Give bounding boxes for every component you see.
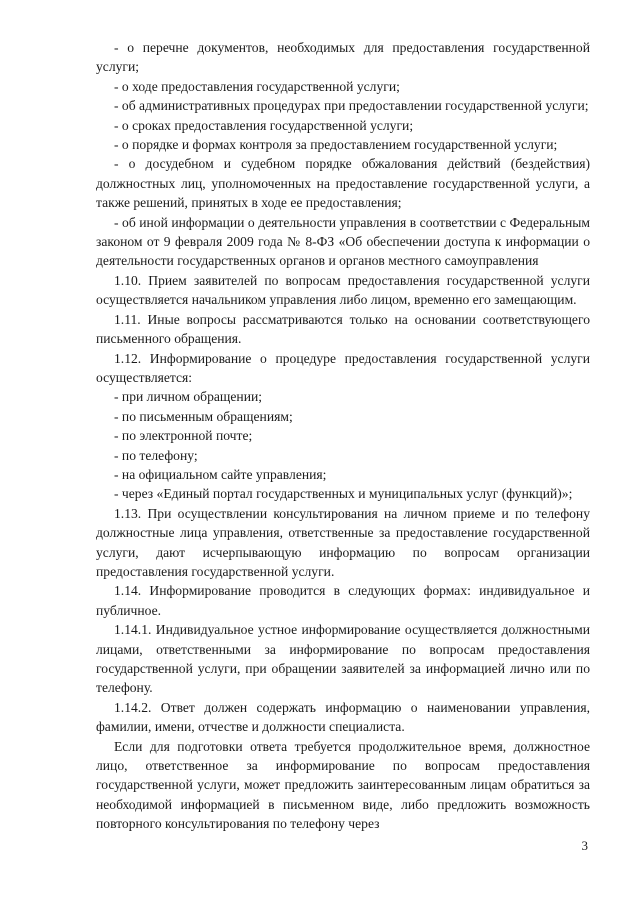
list-item-4: - по телефону;: [114, 447, 198, 463]
paragraph-4: - о сроках предоставления государственной услуги;: [114, 117, 414, 133]
paragraph-14: 1.14.2. Ответ должен содержать информацию о наименовании управления, фамилии, имени, отчестве и должности специалиста.: [96, 699, 590, 735]
paragraph-11: 1.13. При осуществлении консультирования на личном приеме и по телефону должностные лица управления, ответственные за предоставление государственной услуги, дают исчерпывающую информацию по вопросам организации предоставления государственной услуги.: [96, 505, 590, 579]
list-item-3: - по электронной почте;: [114, 428, 253, 444]
paragraph-5: - о порядке и формах контроля за предоставлением государственной услуги;: [114, 137, 558, 153]
paragraph-10: 1.12. Информирование о процедуре предоставления государственной услуги осуществляется:: [96, 350, 590, 385]
paragraph-6: - о досудебном и судебном порядке обжалования действий (бездействия) должностных лиц, уполномоченных на предоставление государственной услуги, а также решений, принятых в ходе ее предоставления;: [96, 156, 590, 211]
list-item-1: - при личном обращении;: [114, 389, 263, 405]
list-item-2: - по письменным обращениям;: [114, 408, 293, 424]
page-number: 3: [581, 838, 588, 853]
paragraph-9: 1.11. Иные вопросы рассматриваются только на основании соответствующего письменного обращения.: [96, 311, 590, 347]
paragraph-3: - об административных процедурах при предоставлении государственной услуги;: [114, 98, 589, 114]
paragraph-2: - о ходе предоставления государственной услуги;: [114, 78, 400, 94]
paragraph-15: Если для подготовки ответа требуется продолжительное время, должностное лицо, ответственное за информирование по вопросам предоставления государственной услуги, может предложить заинтересованным лицам обратиться за необходимой информацией в письменном виде, либо предложить возможность повторного консультирования по телефону через: [96, 738, 590, 832]
document-body: [96, 38, 590, 834]
paragraph-1: - о перечне документов, необходимых для предоставления государственной услуги;: [96, 40, 590, 75]
paragraph-7: - об иной информации о деятельности управления в соответствии с Федеральным законом от 9 февраля 2009 года № 8-ФЗ «Об обеспечении доступа к информации о деятельности государственных органов и органов местного самоуправления: [96, 214, 590, 269]
list-item-6: - через «Единый портал государственных и муниципальных услуг (функций)»;: [114, 486, 573, 502]
paragraph-12: 1.14. Информирование проводится в следующих формах: индивидуальное и публичное.: [96, 583, 590, 618]
paragraph-8: 1.10. Прием заявителей по вопросам предоставления государственной услуги осуществляется начальником управления либо лицом, временно его замещающим.: [96, 272, 590, 308]
list-item-5: - на официальном сайте управления;: [114, 466, 327, 482]
paragraph-13: 1.14.1. Индивидуальное устное информирование осуществляется должностными лицами, ответственными за информирование по вопросам предоставления государственной услуги, при обращении заявителей за информацией лично или по телефону.: [96, 622, 590, 696]
